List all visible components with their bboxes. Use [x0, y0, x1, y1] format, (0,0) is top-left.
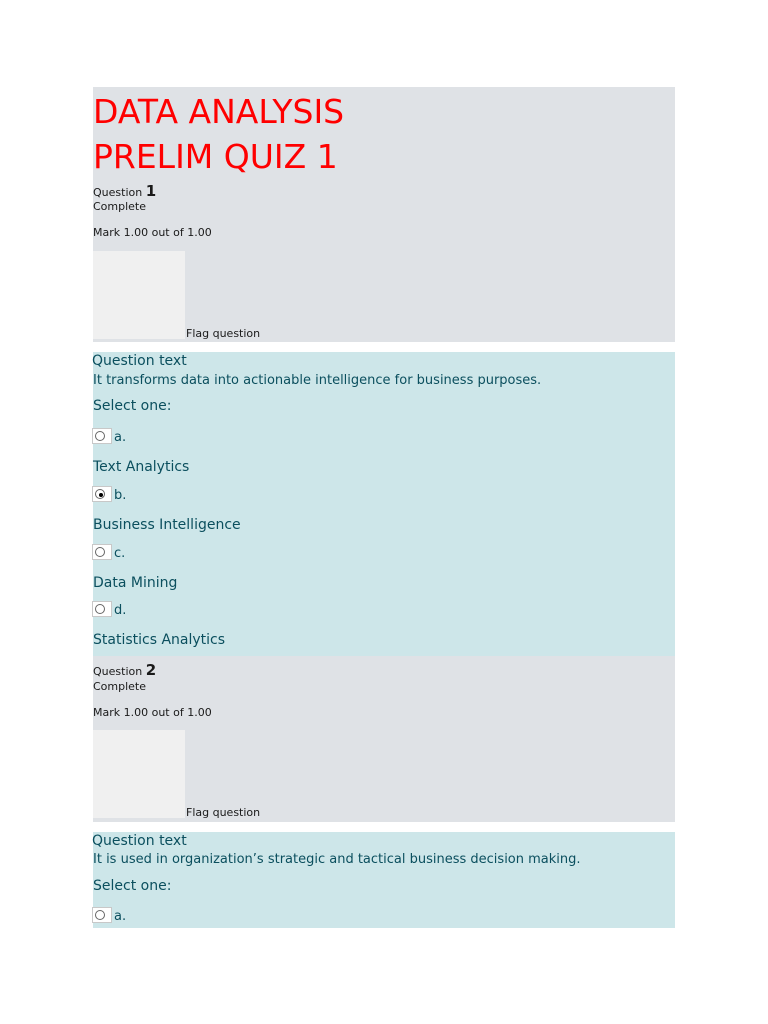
flag-icon[interactable] [93, 251, 185, 339]
question-2-number [93, 661, 156, 679]
question-label: Question [93, 665, 143, 678]
flag-question-link[interactable]: Flag question [186, 327, 261, 340]
option-b-text: Business Intelligence [93, 517, 241, 533]
question-number: 1 [145, 182, 157, 200]
option-b-letter: b. [114, 488, 127, 503]
option-a-radio[interactable] [92, 428, 112, 444]
option-b-radio[interactable] [92, 486, 112, 502]
option-d-text: Statistics Analytics [93, 632, 226, 648]
option-d-radio[interactable] [92, 601, 112, 617]
question-2-select-label: Select one: [93, 878, 172, 894]
question-2-mark: Mark 1.00 out of 1.00 [93, 706, 212, 719]
question-number: 2 [145, 661, 157, 679]
option-c-letter: c. [114, 546, 126, 561]
option-c-text: Data Mining [93, 575, 178, 591]
option-a-letter: a. [114, 909, 127, 924]
question-1-text-heading: Question text [92, 353, 187, 369]
option-c-radio[interactable] [92, 544, 112, 560]
flag-question-link[interactable]: Flag question [186, 806, 261, 819]
question-2-text-heading: Question text [92, 833, 187, 849]
question-1-number [93, 182, 156, 200]
option-a-text: Text Analytics [93, 459, 190, 475]
radio-unchecked-icon [95, 910, 105, 920]
question-2-text: It is used in organization’s strategic and tactical business decision making. [93, 852, 581, 867]
radio-checked-icon [95, 489, 105, 499]
question-label: Question [93, 186, 143, 199]
question-1-mark: Mark 1.00 out of 1.00 [93, 226, 212, 239]
radio-dot [99, 493, 103, 497]
page-title-line-1: DATA ANALYSIS [93, 92, 345, 131]
radio-unchecked-icon [95, 547, 105, 557]
question-2-status: Complete [93, 680, 147, 693]
page-title-line-2: PRELIM QUIZ 1 [93, 137, 338, 176]
flag-icon[interactable] [93, 730, 185, 818]
question-1-content-panel [93, 352, 675, 656]
question-1-text: It transforms data into actionable intelligence for business purposes. [93, 373, 542, 388]
radio-unchecked-icon [95, 604, 105, 614]
radio-unchecked-icon [95, 431, 105, 441]
option-a-letter: a. [114, 430, 127, 445]
question-1-select-label: Select one: [93, 398, 172, 414]
question-1-status: Complete [93, 200, 147, 213]
option-d-letter: d. [114, 603, 127, 618]
option-a-radio[interactable] [92, 907, 112, 923]
